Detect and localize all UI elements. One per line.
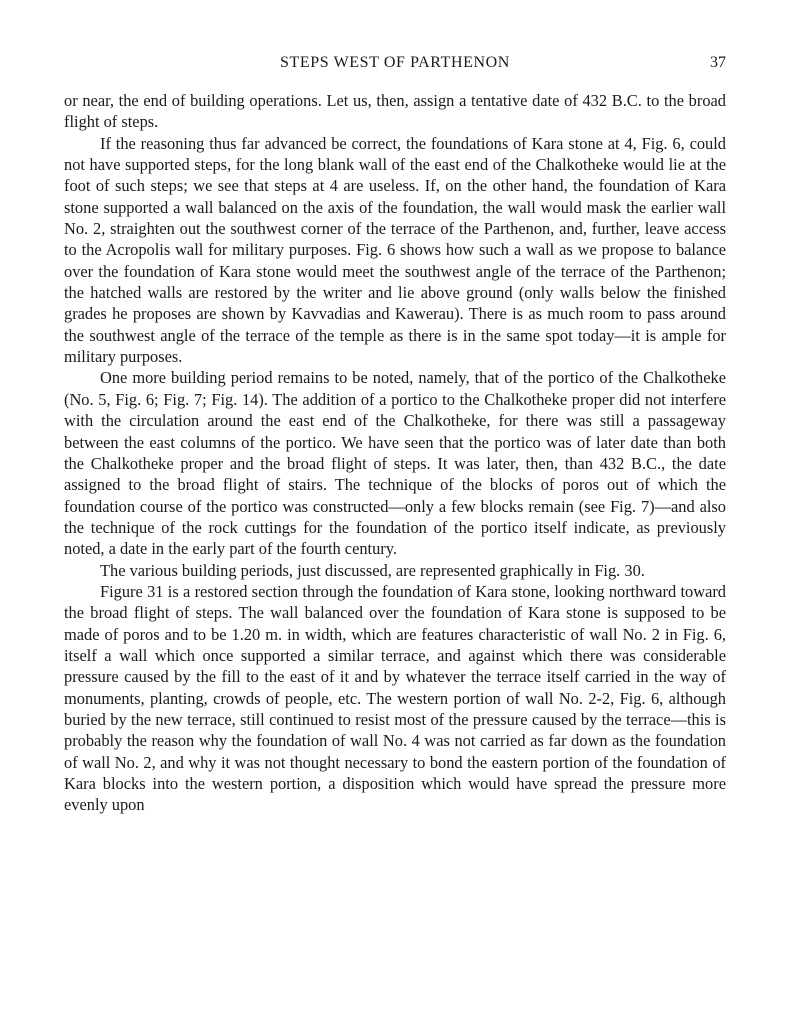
paragraph-reasoning: If the reasoning thus far advanced be correct, the foundations of Kara stone at 4, Fig. 6, could not have supported steps, for the long blank wall of the east end of the Chalkotheke would lie at the foot of such steps; we see that steps at 4 are useless. If, on the other hand, the foundation of Kara stone supported a wall balanced on the axis of the foundation, the wall would mask the earlier wall No. 2, straighten out the southwest corner of the terrace of the Parthenon, and, further, leave access to the Acropolis wall for military purposes. Fig. 6 shows how such a wall as we propose to balance over the foundation of Kara stone would meet the southwest angle of the terrace of the Parthenon; the hatched walls are restored by the writer and lie above ground (only walls below the finished grades he proposes are shown by Kavvadias and Kawerau). There is as much room to pass around the southwest angle of the terrace of the temple as there is in the same spot today—it is ample for military purposes. <box>64 133 726 367</box>
paragraph-building-periods: The various building periods, just discussed, are represented graphically in Fig. 30. <box>100 560 645 580</box>
paragraph-portico: One more building period remains to be noted, namely, that of the portico of the Chalkotheke (No. 5, Fig. 6; Fig. 7; Fig. 14). The addition of a portico to the Chalkotheke proper did not interfere with the circulation around the east end of the Chalkotheke, for there was still a passageway between the east columns of the portico. We have seen that the portico was of later date than both the Chalkotheke proper and the broad flight of steps. It was later, then, than 432 B.C., the date assigned to the broad flight of stairs. The technique of the blocks of poros out of which the foundation course of the portico was constructed—only a few blocks remain (see Fig. 7)—and also the technique of the rock cuttings for the foundation of the portico itself indicate, as previously noted, a date in the early part of the fourth century. <box>64 368 726 559</box>
running-head <box>64 54 726 78</box>
paragraph-figure-31: Figure 31 is a restored section through the foundation of Kara stone, looking northward toward the broad flight of steps. The wall balanced over the foundation of Kara stone is supposed to be made of poros and to be 1.20 m. in width, which are features characteristic of wall No. 2 in Fig. 6, itself a wall which once supported a similar terrace, and against which there was considerable pressure caused by the fill to the east of it and by whatever the terrace itself carried in the way of monuments, planting, crowds of people, etc. The western portion of wall No. 2-2, Fig. 6, although buried by the new terrace, still continued to resist most of the pressure caused by the terrace—this is probably the reason why the foundation of wall No. 4 was not carried as far down as the foundation of wall No. 2, and why it was not thought necessary to bond the eastern portion of the foundation of Kara blocks into the western portion, a disposition which would have spread the pressure more evenly upon <box>64 581 726 815</box>
body-text <box>64 90 726 816</box>
running-title: STEPS WEST OF PARTHENON <box>280 54 510 71</box>
paragraph-continuation: or near, the end of building operations. Let us, then, assign a tentative date of 432 B.C. to the broad flight of steps. <box>64 91 726 132</box>
page-number: 37 <box>710 54 726 71</box>
